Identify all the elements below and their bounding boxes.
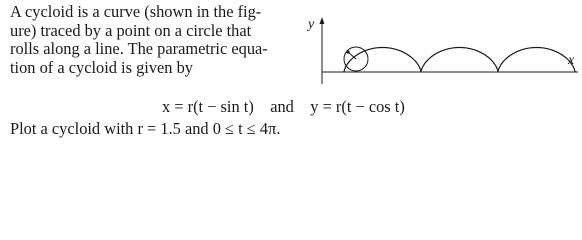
cycloid-curve [344, 47, 575, 72]
parametric-equations [162, 98, 405, 116]
paragraph-line: A cycloid is a curve (shown in the fig- [10, 2, 262, 21]
y-axis-arrow [320, 17, 325, 24]
x-equation: x = r(t − sin t) [162, 97, 254, 116]
paragraph-line: ure) traced by a point on a circle that [10, 20, 252, 40]
task-statement: Plot a cycloid with r = 1.5 and 0 ≤ t ≤ 4π. [10, 119, 281, 138]
y-axis-label: y [308, 17, 315, 32]
paragraph-line: tion of a cycloid is given by [10, 57, 193, 77]
cycloid-figure [300, 0, 582, 92]
equation-connector: and [270, 97, 294, 116]
cycloid-diagram [300, 0, 582, 92]
intro-paragraph [10, 3, 310, 77]
paragraph-line: rolls along a line. The parametric equa- [10, 39, 268, 59]
y-equation: y = r(t − cos t) [310, 97, 405, 116]
x-axis-label: x [568, 53, 575, 68]
tracing-point [346, 50, 349, 53]
